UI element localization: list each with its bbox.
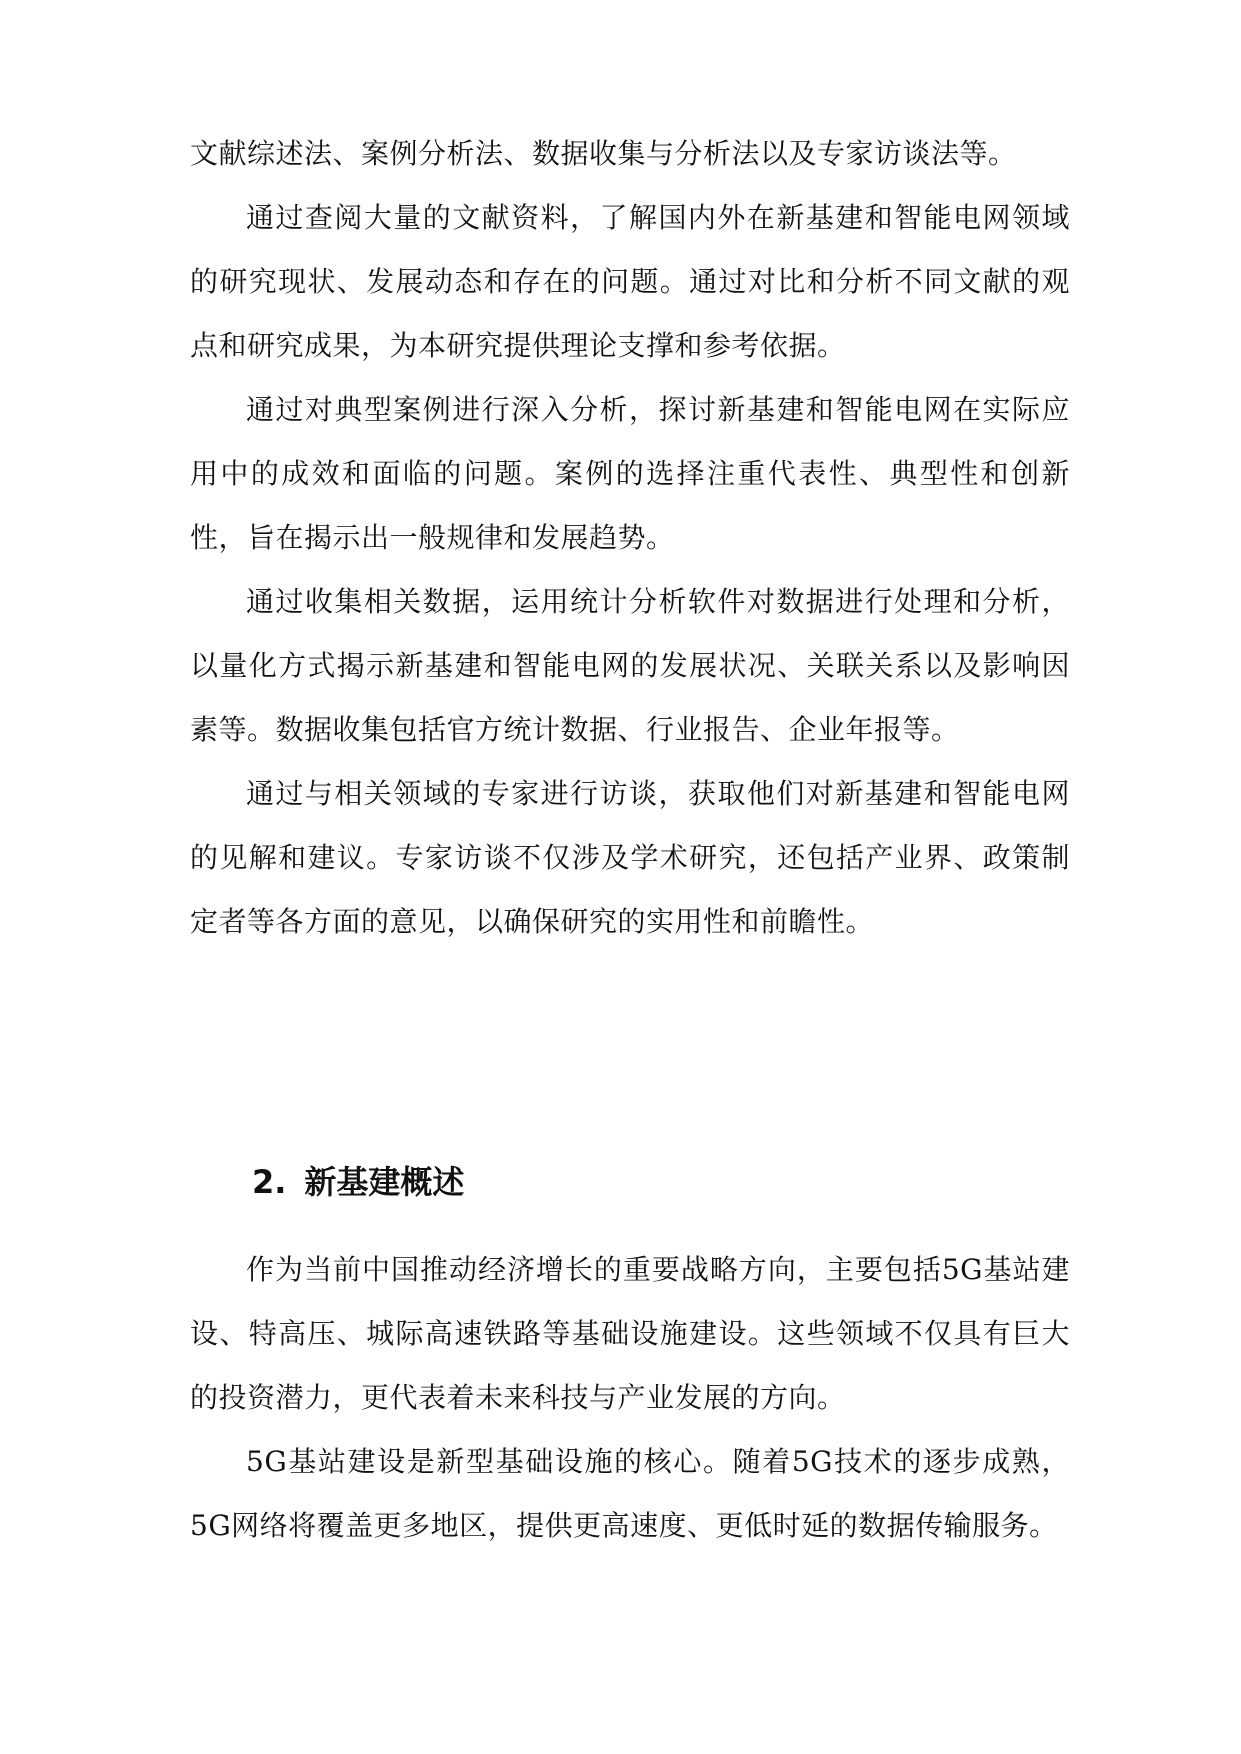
paragraph-new-infrastructure: 作为当前中国推动经济增长的重要战略方向，主要包括5G基站建设、特高压、城际高速铁路等基础设施建设。这些领域不仅具有巨大的投资潜力，更代表着未来科技与产业发展的方向。 [190,1253,1070,1414]
paragraph-case-analysis: 通过对典型案例进行深入分析，探讨新基建和智能电网在实际应用中的成效和面临的问题。案例的选择注重代表性、典型性和创新性，旨在揭示出一般规律和发展趋势。 [190,393,1070,554]
section-number: 2. [252,1163,287,1201]
paragraph-5g-stations: 5G基站建设是新型基础设施的核心。随着5G技术的逐步成熟，5G网络将覆盖更多地区，提供更高速度、更低时延的数据传输服务。 [190,1445,1070,1542]
section-title: 新基建概述 [304,1163,465,1201]
paragraph-continuation: 文献综述法、案例分析法、数据收集与分析法以及专家访谈法等。 [190,137,1017,170]
paragraph-data-analysis: 通过收集相关数据，运用统计分析软件对数据进行处理和分析，以量化方式揭示新基建和智能电网的发展状况、关联关系以及影响因素等。数据收集包括官方统计数据、行业报告、企业年报等。 [190,585,1070,746]
body-text-lower [190,1238,1070,1558]
paragraph-expert-interview: 通过与相关领域的专家进行访谈，获取他们对新基建和智能电网的见解和建议。专家访谈不仅涉及学术研究，还包括产业界、政策制定者等各方面的意见，以确保研究的实用性和前瞻性。 [190,777,1070,938]
section-heading [252,1158,464,1206]
body-text-upper [190,122,1070,954]
paragraph-literature-review: 通过查阅大量的文献资料，了解国内外在新基建和智能电网领域的研究现状、发展动态和存在的问题。通过对比和分析不同文献的观点和研究成果，为本研究提供理论支撑和参考依据。 [190,201,1070,362]
